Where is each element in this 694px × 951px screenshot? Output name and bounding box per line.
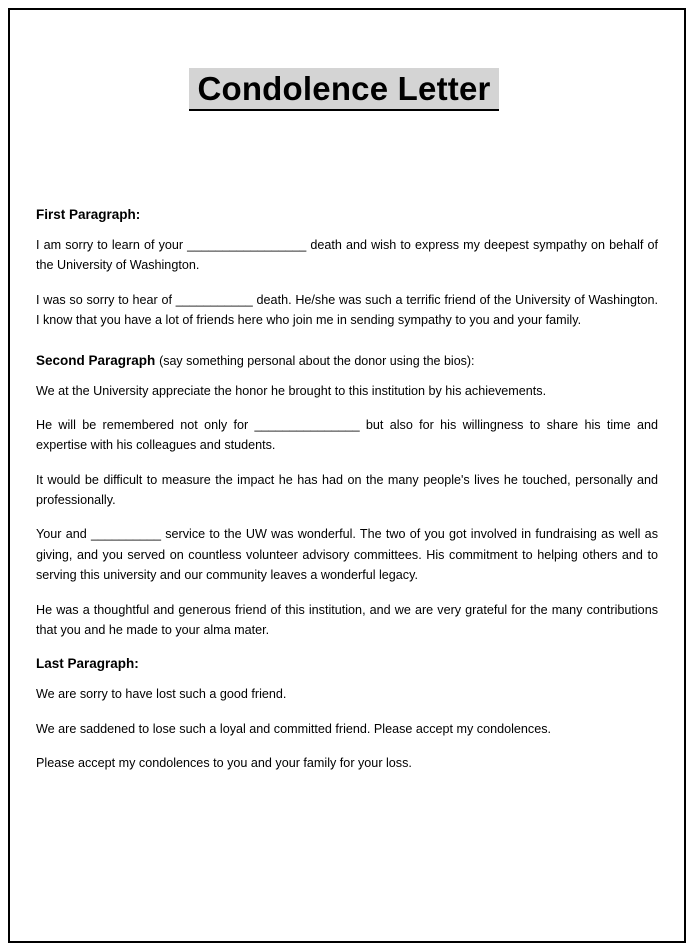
paragraph-first-1: I am sorry to learn of your _________________ death and wish to express my deepest sympathy on behalf of the University of Washington. [36,237,658,273]
paragraph-last-1: We are sorry to have lost such a good friend. [36,687,287,702]
title-container [26,68,662,111]
paragraph-last-2: We are saddened to lose such a loyal and committed friend. Please accept my condolences. [36,721,552,736]
paragraph-second-3: It would be difficult to measure the impact he has had on the many people's lives he touched, personally and professionally. [36,472,658,508]
paragraph-first-2: I was so sorry to hear of ___________ death. He/she was such a terrific friend of the University of Washington. I know that you have a lot of friends here who join me in sending sympathy to you and your family. [36,292,658,328]
section-heading-first [36,207,662,222]
section-second-paragraph [26,353,662,641]
spacer-1 [26,345,662,353]
section-heading-second-note: (say something personal about the donor using the bios): [159,353,475,368]
section-heading-first-label: First Paragraph: [36,206,141,222]
paragraph-second-4: Your and __________ service to the UW was wonderful. The two of you got involved in fundraising as well as giving, and you served on countless volunteer advisory committees. His commitment to helping others and to serving this university and our community leaves a wonderful legacy. [36,527,658,583]
paragraph-second-2: He will be remembered not only for _______________ but also for his willingness to share his time and expertise with his colleagues and students. [36,417,658,453]
section-heading-second-label: Second Paragraph [36,352,156,368]
section-last-paragraph [26,656,662,773]
paragraph-second-5: He was a thoughtful and generous friend of this institution, and we are very grateful for the many contributions that you and he made to your alma mater. [36,602,658,638]
section-heading-second [36,353,662,368]
document-content [10,10,684,941]
section-first-paragraph [26,207,662,331]
section-heading-last [36,656,662,671]
section-heading-last-label: Last Paragraph: [36,656,139,672]
paragraph-second-1: We at the University appreciate the honor he brought to this institution by his achievements. [36,383,547,398]
page-title: Condolence Letter [189,68,498,111]
paragraph-last-3: Please accept my condolences to you and your family for your loss. [36,756,412,771]
